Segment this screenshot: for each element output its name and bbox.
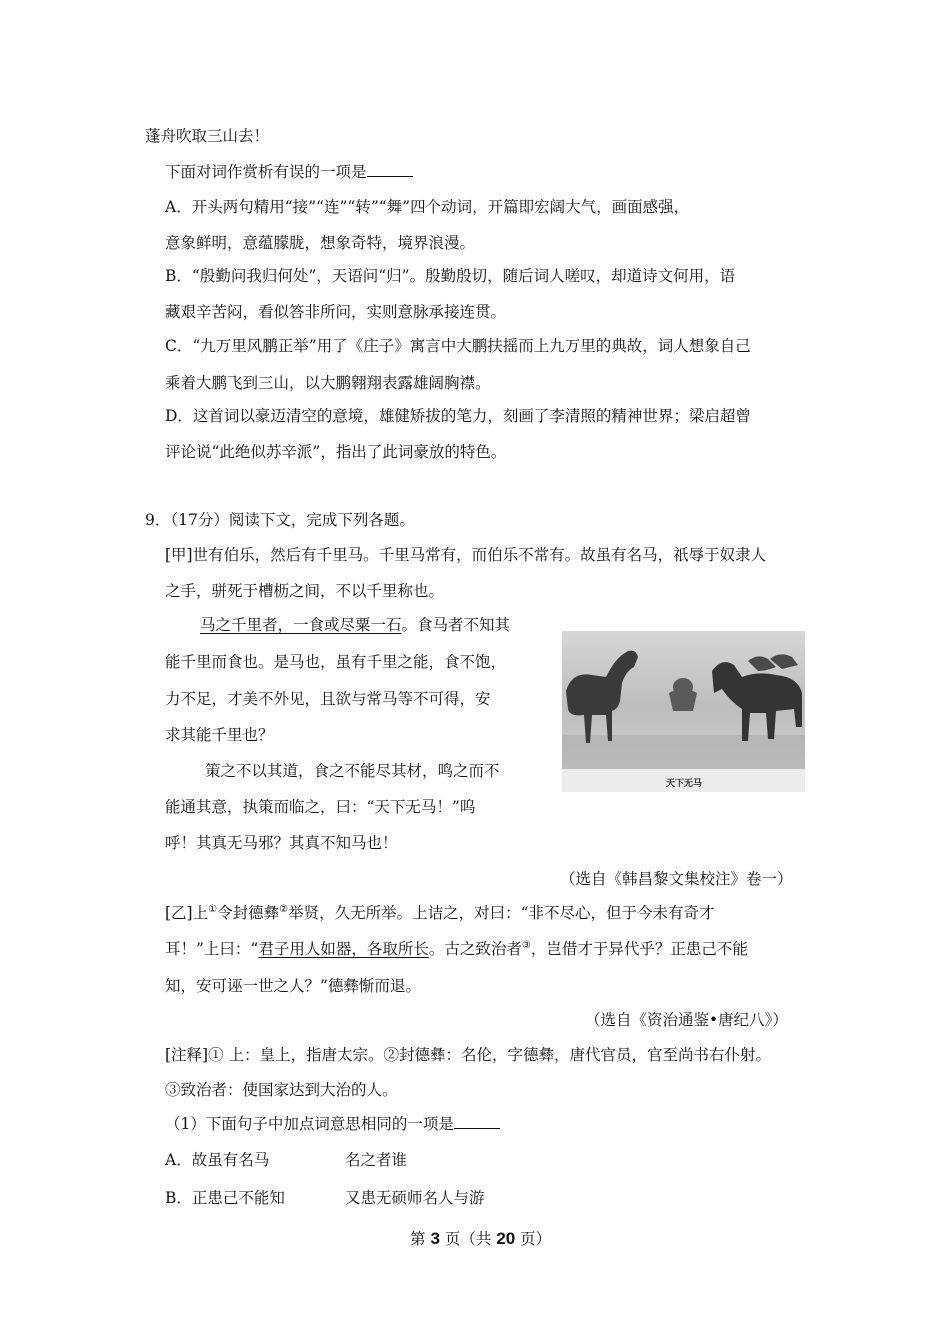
option-d-line-1: D．这首词以豪迈清空的意境，雄健矫拔的笔力，刻画了李清照的精神世界；梁启超曾 (165, 407, 751, 425)
page-total: 20 (496, 1229, 516, 1248)
passage-p2-line-4: 求其能千里也？ (165, 726, 274, 744)
sub1-option-b-right: 又患无硕师名人与游 (345, 1189, 485, 1207)
yi-text-c: 举贤，久无所举。上诘之，对曰：“非不尽心，但于今未有奇才 (288, 904, 715, 922)
yi-text-b: 令封德彝 (217, 904, 280, 922)
page-number (410, 1229, 551, 1249)
passage-p2-line-2: 能千里而食也。是马也，虽有千里之能，食不饱， (165, 653, 507, 671)
passage-p2-line-3: 力不足，才美不外见，且欲与常马等不可得，安 (165, 690, 491, 708)
page-mid: 页（共 (444, 1230, 492, 1248)
passage-p3-line-3: 呼！其真无马邪？其真不知马也！ (165, 834, 398, 852)
option-a-line-2: 意象鲜明，意蕴朦胧，想象奇特，境界浪漫。 (165, 234, 476, 252)
question-8-stem (165, 162, 413, 182)
passage-p3-line-2: 能通其意，执策而临之，曰：“天下无马！”呜 (165, 798, 476, 816)
source-2: （选自《资治通鉴•唐纪八》） (585, 1011, 788, 1029)
answer-blank-2 (454, 1114, 500, 1129)
p2-rest: 。食马者不知其 (401, 616, 511, 634)
option-d-line-2: 评论说“此绝似苏辛派”，指出了此词豪放的特色。 (165, 443, 507, 461)
question-9-title: 9．（17分）阅读下文，完成下列各题。 (145, 511, 415, 529)
yi-text-2a: 耳！”上曰：“ (165, 940, 259, 958)
passage-jia-line-2: 之手，骈死于槽枥之间，不以千里称也。 (165, 582, 445, 600)
horses-illustration (562, 631, 805, 792)
note-line-1: [注释]① 上：皇上，指唐太宗。②封德彝：名伦，字德彝，唐代官员，官至尚书右仆射。 (165, 1046, 772, 1064)
page-current: 3 (430, 1229, 440, 1248)
figure-caption: 天下无马 (665, 779, 703, 789)
sub1-text: （1）下面句子中加点词意思相同的一项是 (165, 1115, 454, 1133)
yi-text-a: [乙]上 (165, 904, 209, 922)
passage-p2-line-1 (200, 615, 510, 635)
passage-yi-line-3: 知，安可诬一世之人？”德彝惭而退。 (165, 977, 421, 995)
page-post: 页） (520, 1230, 552, 1248)
note-mark-2: ② (279, 903, 289, 915)
option-c-line-2: 乘着大鹏飞到三山，以大鹏翱翔表露雄阔胸襟。 (165, 374, 491, 392)
stem-text: 下面对词作赏析有误的一项是 (165, 163, 367, 181)
passage-yi-line-1 (165, 903, 715, 923)
source-1: （选自《韩昌黎文集校注》卷一） (560, 870, 793, 888)
passage-p3-line-1: 策之不以其道，食之不能尽其材，鸣之而不 (205, 762, 500, 780)
passage-yi-line-2 (165, 939, 748, 959)
answer-blank (367, 162, 413, 177)
yi-text-2b: 。古之致治者 (428, 940, 522, 958)
subquestion-1-stem (165, 1114, 500, 1134)
passage-jia-line-1: [甲]世有伯乐，然后有千里马。千里马常有，而伯乐不常有。故虽有名马，祇辱于奴隶人 (165, 546, 767, 564)
note-mark-3: ③ (521, 939, 531, 951)
note-mark-1: ① (208, 903, 218, 915)
underlined-sentence-2: 君子用人如器，各取所长 (258, 940, 429, 958)
option-a-line-1: A．开头两句精用“接”“连”“转”“舞”四个动词，开篇即宏阔大气，画面感强， (165, 198, 690, 216)
underlined-sentence: 马之千里者，一食或尽粟一石 (200, 616, 402, 634)
option-c-line-1: C．“九万里风鹏正举”用了《庄子》寓言中大鹏扶摇而上九万里的典故，词人想象自己 (165, 337, 751, 355)
option-b-line-2: 藏艰辛苦闷，看似答非所问，实则意脉承接连贯。 (165, 303, 507, 321)
sub1-option-b-left: B．正患己不能知 (165, 1189, 285, 1207)
page-pre: 第 (410, 1230, 426, 1248)
sub1-option-a-right: 名之者谁 (345, 1151, 408, 1169)
sub1-option-a-left: A．故虽有名马 (165, 1151, 270, 1169)
note-line-2: ③致治者：使国家达到大治的人。 (165, 1081, 398, 1099)
option-b-line-1: B．“殷勤问我归何处”，天语问“归”。殷勤殷切，随后词人嗟叹，却道诗文何用，语 (165, 267, 736, 285)
yi-text-2c: ，岂借才于异代乎？正患己不能 (530, 940, 748, 958)
poem-last-line: 蓬舟吹取三山去！ (145, 127, 270, 145)
